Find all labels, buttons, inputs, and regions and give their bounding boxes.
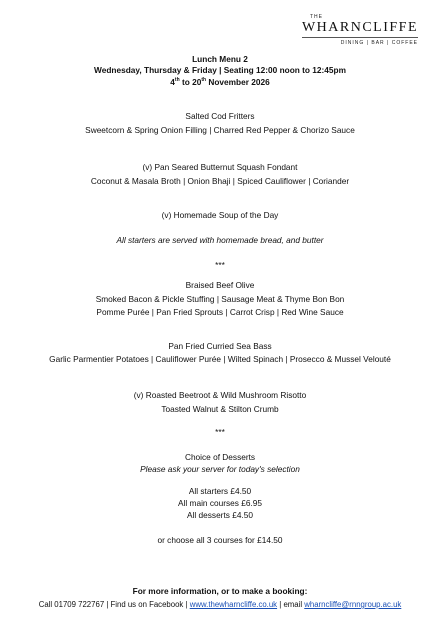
starters-note: All starters are served with homemade bread, and butter: [116, 235, 324, 245]
main-name: Braised Beef Olive: [185, 280, 255, 290]
main-name: (v) Roasted Beetroot & Wild Mushroom Risotto: [133, 390, 307, 400]
footer-email-label: | email: [277, 600, 305, 609]
starter-desc: Coconut & Masala Broth | Onion Bhaji | Spiced Cauliflower | Coriander: [90, 176, 350, 186]
logo-the: THE: [309, 14, 323, 20]
price-mains: All main courses £6.95: [178, 498, 262, 508]
footer-heading: For more information, or to make a booking:: [132, 586, 308, 596]
main-desc: Garlic Parmentier Potatoes | Cauliflower Purée | Wilted Spinach | Prosecco & Mussel Velouté: [49, 354, 391, 364]
footer-contact: [0, 599, 440, 610]
logo-divider: [302, 37, 418, 38]
starter-name: Salted Cod Fritters: [185, 111, 255, 121]
desserts-note: Please ask your server for today's selection: [140, 464, 300, 474]
date-rest: November 2026: [206, 77, 270, 87]
logo-subtitle: DINING | BAR | COFFEE: [340, 40, 418, 46]
price-desserts: All desserts £4.50: [187, 510, 253, 520]
logo-name: WHARNCLIFFE: [301, 20, 418, 35]
main-desc: Toasted Walnut & Stilton Crumb: [161, 404, 279, 414]
footer-call: Call 01709 722767 | Find us on Facebook |: [38, 600, 190, 609]
menu-days: Wednesday, Thursday & Friday | Seating 12:00 noon to 12:45pm: [94, 65, 346, 75]
starter-desc: Sweetcorn & Spring Onion Filling | Charred Red Pepper & Chorizo Sauce: [85, 125, 355, 135]
main-desc: Pomme Purée | Pan Fried Sprouts | Carrot Crisp | Red Wine Sauce: [96, 307, 344, 317]
email-link[interactable]: wharncliffe@rnngroup.ac.uk: [304, 600, 402, 609]
starter-name: (v) Pan Seared Butternut Squash Fondant: [142, 162, 298, 172]
menu-dates: [0, 77, 440, 88]
starter-name: (v) Homemade Soup of the Day: [161, 210, 279, 220]
logo: [302, 14, 418, 46]
website-link[interactable]: www.thewharncliffe.co.uk: [189, 600, 278, 609]
separator: ***: [215, 427, 225, 437]
main-desc: Smoked Bacon & Pickle Stuffing | Sausage Meat & Thyme Bon Bon: [95, 294, 345, 304]
date-to-suffix: th: [201, 77, 207, 84]
price-all-courses: or choose all 3 courses for £14.50: [157, 535, 283, 545]
menu-title: Lunch Menu 2: [192, 54, 248, 64]
date-from-suffix: th: [174, 77, 180, 84]
separator: ***: [215, 260, 225, 270]
desserts-title: Choice of Desserts: [184, 452, 256, 462]
main-name: Pan Fried Curried Sea Bass: [168, 341, 272, 351]
price-starters: All starters £4.50: [188, 486, 252, 496]
date-to: 20: [192, 77, 202, 87]
date-from: 4: [170, 77, 175, 87]
date-to-word: to: [179, 77, 193, 87]
